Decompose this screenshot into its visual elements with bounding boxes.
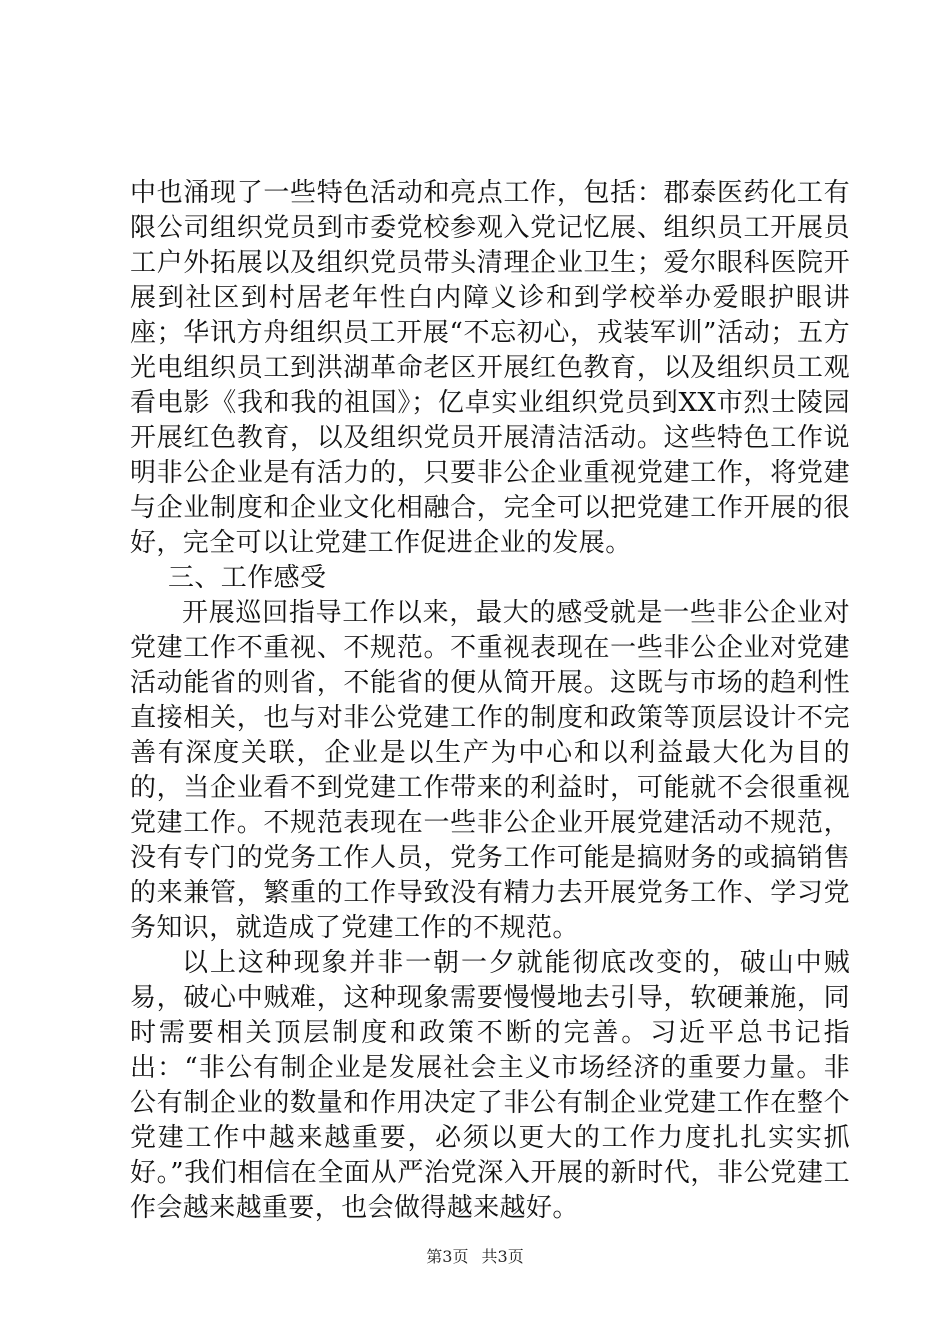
document-body <box>130 176 850 1226</box>
page-number: 第3页 <box>426 1247 469 1266</box>
paragraph-continued-activities: 中也涌现了一些特色活动和亮点工作，包括：郡泰医药化工有限公司组织党员到市委党校参观入党记忆展、组织员工开展员工户外拓展以及组织党员带头清理企业卫生；爱尔眼科医院开展到社区到村居老年性白内障义诊和到学校举办爱眼护眼讲座；华讯方舟组织员工开展“不忘初心，戎装军训”活动；五方光电组织员工到洪湖革命老区开展红色教育，以及组织员工观看电影《我和我的祖国》；亿卓实业组织党员到XX市烈士陵园开展红色教育，以及组织党员开展清洁活动。这些特色工作说明非公企业是有活力的，只要非公企业重视党建工作，将党建与企业制度和企业文化相融合，完全可以把党建工作开展的很好，完全可以让党建工作促进企业的发展。 <box>130 178 850 558</box>
paragraph-feelings: 开展巡回指导工作以来，最大的感受就是一些非公企业对党建工作不重视、不规范。不重视表现在一些非公企业对党建活动能省的则省，不能省的便从简开展。这既与市场的趋利性直接相关，也与对非公党建工作的制度和政策等顶层设计不完善有深度关联，企业是以生产为中心和以利益最大化为目的的，当企业看不到党建工作带来的利益时，可能就不会很重视党建工作。不规范表现在一些非公企业开展党建活动不规范，没有专门的党务工作人员，党务工作可能是搞财务的或搞销售的来兼管，繁重的工作导致没有精力去开展党务工作、学习党务知识，就造成了党建工作的不规范。 <box>130 598 850 943</box>
page-total: 共3页 <box>481 1247 524 1266</box>
page-footer <box>0 1247 950 1267</box>
paragraph-conclusion: 以上这种现象并非一朝一夕就能彻底改变的，破山中贼易，破心中贼难，这种现象需要慢慢地去引导，软硬兼施，同时需要相关顶层制度和政策不断的完善。习近平总书记指出：“非公有制企业是发展社会主义市场经济的重要力量。非公有制企业的数量和作用决定了非公有制企业党建工作在整个党建工作中越来越重要，必须以更大的工作力度扎扎实实抓好。”我们相信在全面从严治党深入开展的新时代，非公党建工作会越来越重要，也会做得越来越好。 <box>130 948 850 1223</box>
section-heading-work-feelings: 三、工作感受 <box>168 563 327 593</box>
